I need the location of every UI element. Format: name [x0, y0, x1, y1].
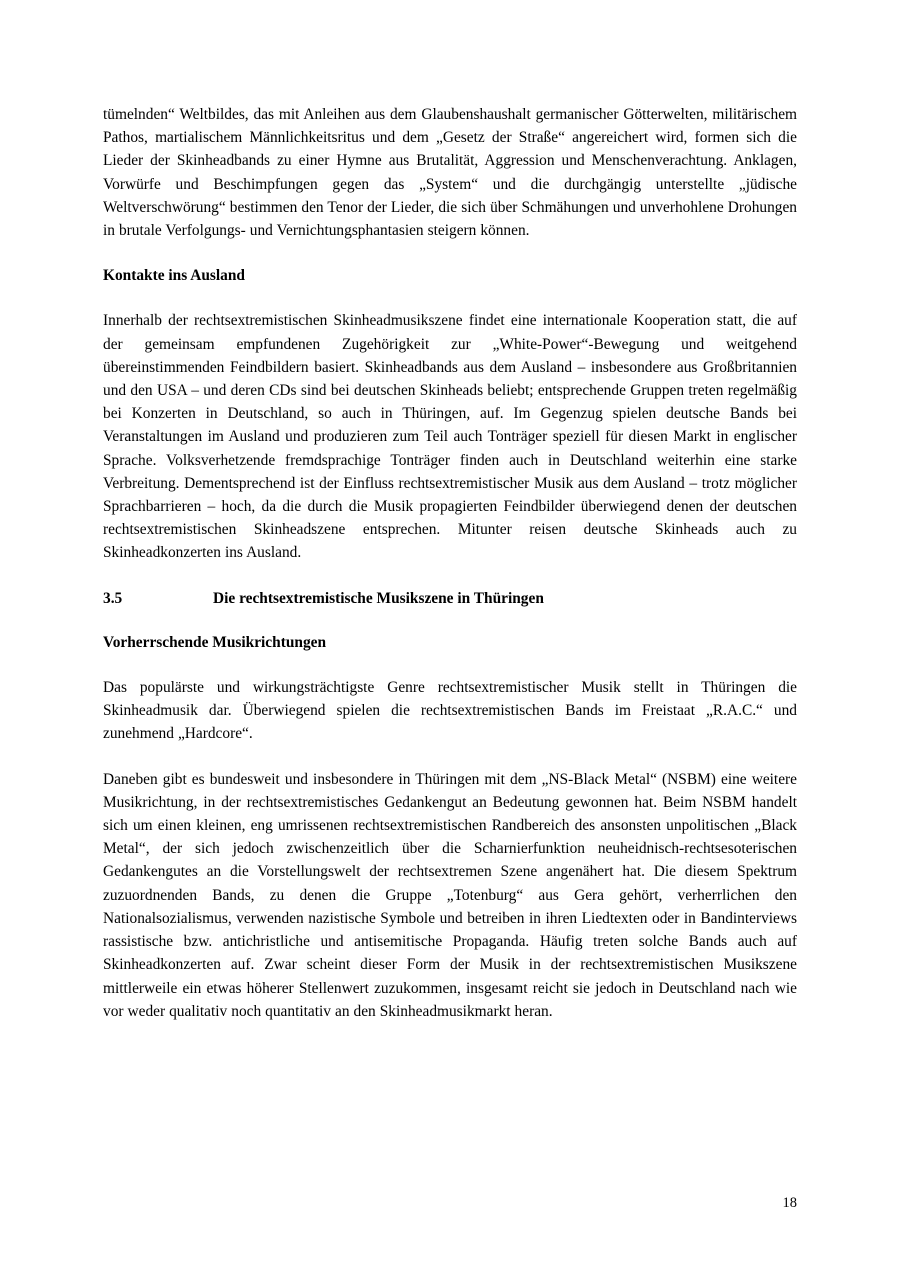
spacer — [103, 242, 797, 264]
heading-vorherrschende-musikrichtungen: Vorherrschende Musikrichtungen — [103, 633, 327, 651]
heading-kontakte-ins-ausland: Kontakte ins Ausland — [103, 267, 245, 285]
paragraph-intro: tümelnden“ Weltbildes, das mit Anleihen aus dem Glaubenshaushalt germanischer Götterwelten, militärischem Pathos, martialischem Männlichkeitsritus und dem „Gesetz der Straße“ angereichert wird, formen sich die Lieder der Skinheadbands zu einer Hymne aus Brutalität, Aggression und Menschenverachtung. Anklagen, Vorwürfe und Beschimpfungen gegen das „System“ und die durchgängig unterstellte „jüdische Weltverschwörung“ bestimmen den Tenor der Lieder, die sich über Schmähungen und unverhohlene Drohungen in brutale Verfolgungs- und Vernichtungsphantasien steigern können. — [103, 106, 797, 240]
spacer — [103, 287, 797, 309]
heading-section-3-5 — [103, 587, 797, 610]
spacer — [103, 654, 797, 676]
spacer — [103, 610, 797, 631]
paragraph-nsbm: Daneben gibt es bundesweit und insbesondere in Thüringen mit dem „NS-Black Metal“ (NSBM) eine weitere Musikrichtung, in der rechtsextremistisches Gedankengut an Bedeutung gewonnen hat. Beim NSBM handelt sich um einen kleinen, eng umrissenen rechtsextremistischen Randbereich des ansonsten unpolitischen „Black Metal“, der sich jedoch zwischenzeitlich über die Scharnierfunktion neuheidnisch-rechtsesoterischen Gedankengutes an die Vorstellungswelt der rechtsextremen Szene angenähert hat. Die diesem Spektrum zuzuordnenden Bands, zu denen die Gruppe „Totenburg“ aus Gera gehört, verherrlichen den Nationalsozialismus, verwenden nazistische Symbole und betreiben in ihren Liedtexten oder in Bandinterviews rassistische bzw. antichristliche und antisemitische Propaganda. Häufig treten solche Bands auch auf Skinheadkonzerten auf. Zwar scheint dieser Form der Musik in der rechtsextremistischen Musikszene mittlerweile ein etwas höherer Stellenwert zuzukommen, insgesamt reicht sie jedoch in Deutschland nach wie vor weder qualitativ noch quantitativ an den Skinheadmusikmarkt heran. — [103, 770, 797, 1020]
section-title: Die rechtsextremistische Musikszene in Thüringen — [213, 589, 544, 607]
section-number: 3.5 — [103, 589, 123, 607]
spacer — [103, 565, 797, 587]
page-number: 18 — [782, 1195, 797, 1211]
spacer — [103, 746, 797, 768]
page-content — [103, 103, 797, 1023]
paragraph-kontakte-ins-ausland: Innerhalb der rechtsextremistischen Skinheadmusikszene findet eine internationale Kooperation statt, die auf der gemeinsam empfundenen Zugehörigkeit zur „White-Power“-Bewegung und weitgehend übereinstimmenden Feindbildern basiert. Skinheadbands aus dem Ausland – insbesondere aus Großbritannien und den USA – und deren CDs sind bei deutschen Skinheads beliebt; entsprechende Gruppen treten regelmäßig bei Konzerten in Deutschland, so auch in Thüringen, auf. Im Gegenzug spielen deutsche Bands bei Veranstaltungen im Ausland und produzieren zum Teil auch Tonträger speziell für diesen Markt in englischer Sprache. Volksverhetzende fremdsprachige Tonträger finden auch in Deutschland weiterhin eine starke Verbreitung. Dementsprechend ist der Einfluss rechtsextremistischer Musik aus dem Ausland – trotz möglicher Sprachbarrieren – hoch, da die durch die Musik propagierten Feindbilder überwiegend denen der deutschen rechtsextremistischen Skinheadszene entsprechen. Mitunter reisen deutsche Skinheads auch zu Skinheadkonzerten ins Ausland. — [103, 312, 797, 562]
paragraph-vorherrschende-musikrichtungen: Das populärste und wirkungsträchtigste Genre rechtsextremistischer Musik stellt in Thüringen die Skinheadmusik dar. Überwiegend spielen die rechtsextremistischen Bands im Freistaat „R.A.C.“ und zunehmend „Hardcore“. — [103, 679, 797, 743]
